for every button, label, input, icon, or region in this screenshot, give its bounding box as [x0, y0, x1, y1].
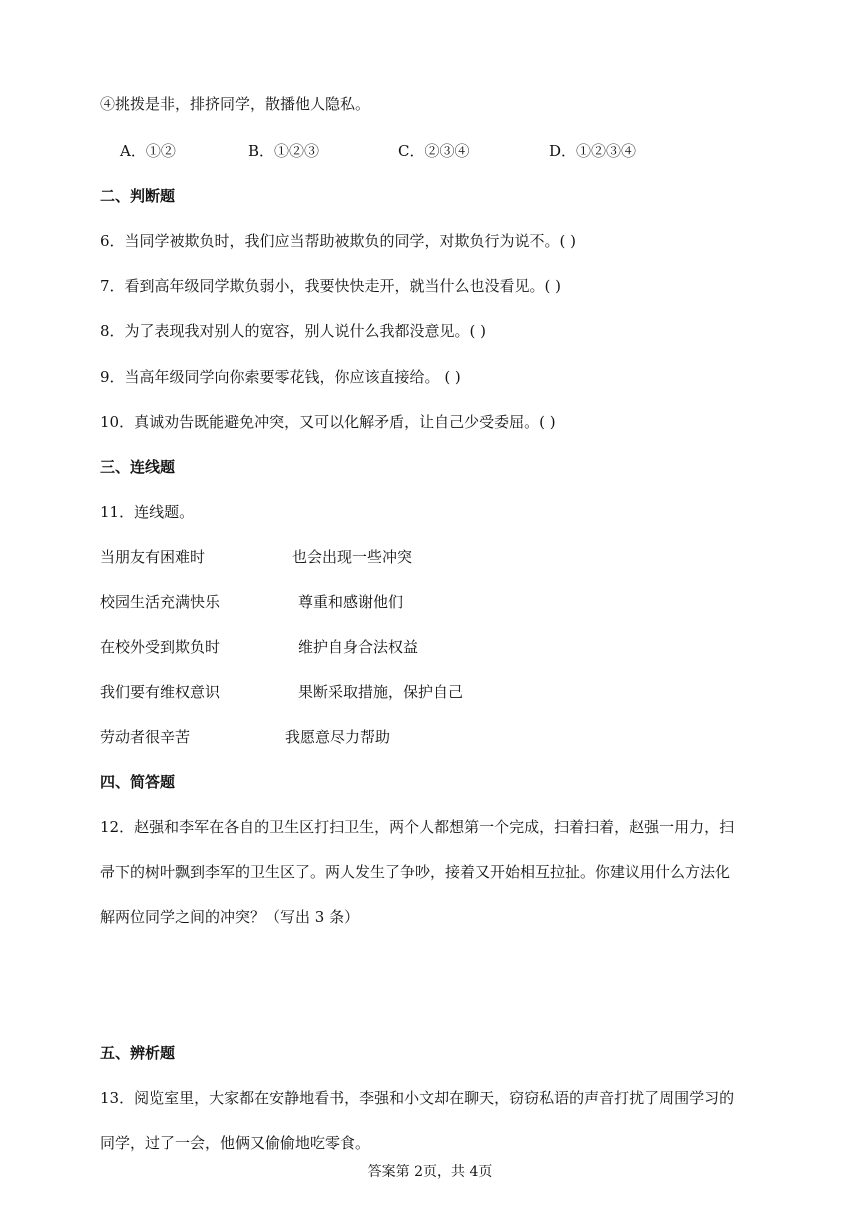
matching-right-5: 我愿意尽力帮助 — [285, 728, 391, 746]
question-11-title: 11．连线题。 — [100, 503, 195, 521]
question-13-line-1: 13．阅览室里，大家都在安静地看书，李强和小文却在聊天，窃窃私语的声音打扰了周围学习的 — [100, 1089, 735, 1107]
section-heading-judgment: 二、判断题 — [100, 187, 176, 205]
question-5-item-4: ④挑拨是非，排挤同学，散播他人隐私。 — [100, 95, 371, 113]
matching-right-2: 尊重和感谢他们 — [298, 593, 404, 611]
question-12-line-3: 解两位同学之间的冲突？（写出 3 条） — [100, 908, 360, 926]
matching-left-4: 我们要有维权意识 — [100, 683, 221, 701]
section-heading-analysis: 五、辨析题 — [100, 1044, 176, 1062]
judgment-question-6: 6．当同学被欺负时，我们应当帮助被欺负的同学，对欺负行为说不。( ) — [100, 232, 577, 250]
question-12-line-2: 帚下的树叶飘到李军的卫生区了。两人发生了争吵，接着又开始相互拉扯。你建议用什么方法化 — [100, 863, 731, 881]
judgment-question-9: 9．当高年级同学向你索要零花钱，你应该直接给。 ( ) — [100, 368, 461, 386]
matching-left-2: 校园生活充满快乐 — [100, 593, 221, 611]
question-13-line-2: 同学，过了一会，他俩又偷偷地吃零食。 — [100, 1134, 371, 1152]
q5-option-b: B．①②③ — [248, 142, 320, 160]
matching-right-3: 维护自身合法权益 — [298, 638, 419, 656]
judgment-question-7: 7．看到高年级同学欺负弱小，我要快快走开，就当什么也没看见。( ) — [100, 277, 562, 295]
matching-right-4: 果断采取措施，保护自己 — [298, 683, 464, 701]
matching-left-1: 当朋友有困难时 — [100, 548, 206, 566]
matching-left-3: 在校外受到欺负时 — [100, 638, 221, 656]
matching-left-5: 劳动者很辛苦 — [100, 728, 191, 746]
q5-option-d: D．①②③④ — [549, 142, 637, 160]
q5-option-a: A．①② — [120, 142, 176, 160]
page-footer: 答案第 2页，共 4页 — [367, 1164, 493, 1180]
section-heading-matching: 三、连线题 — [100, 458, 176, 476]
judgment-question-8: 8．为了表现我对别人的宽容，别人说什么我都没意见。( ) — [100, 322, 487, 340]
judgment-question-10: 10．真诚劝告既能避免冲突，又可以化解矛盾，让自己少受委屈。( ) — [100, 413, 556, 431]
section-heading-short-answer: 四、简答题 — [100, 773, 176, 791]
matching-right-1: 也会出现一些冲突 — [292, 548, 413, 566]
question-12-line-1: 12．赵强和李军在各自的卫生区打扫卫生，两个人都想第一个完成，扫着扫着，赵强一用力，扫 — [100, 818, 735, 836]
q5-option-c: C．②③④ — [398, 142, 470, 160]
